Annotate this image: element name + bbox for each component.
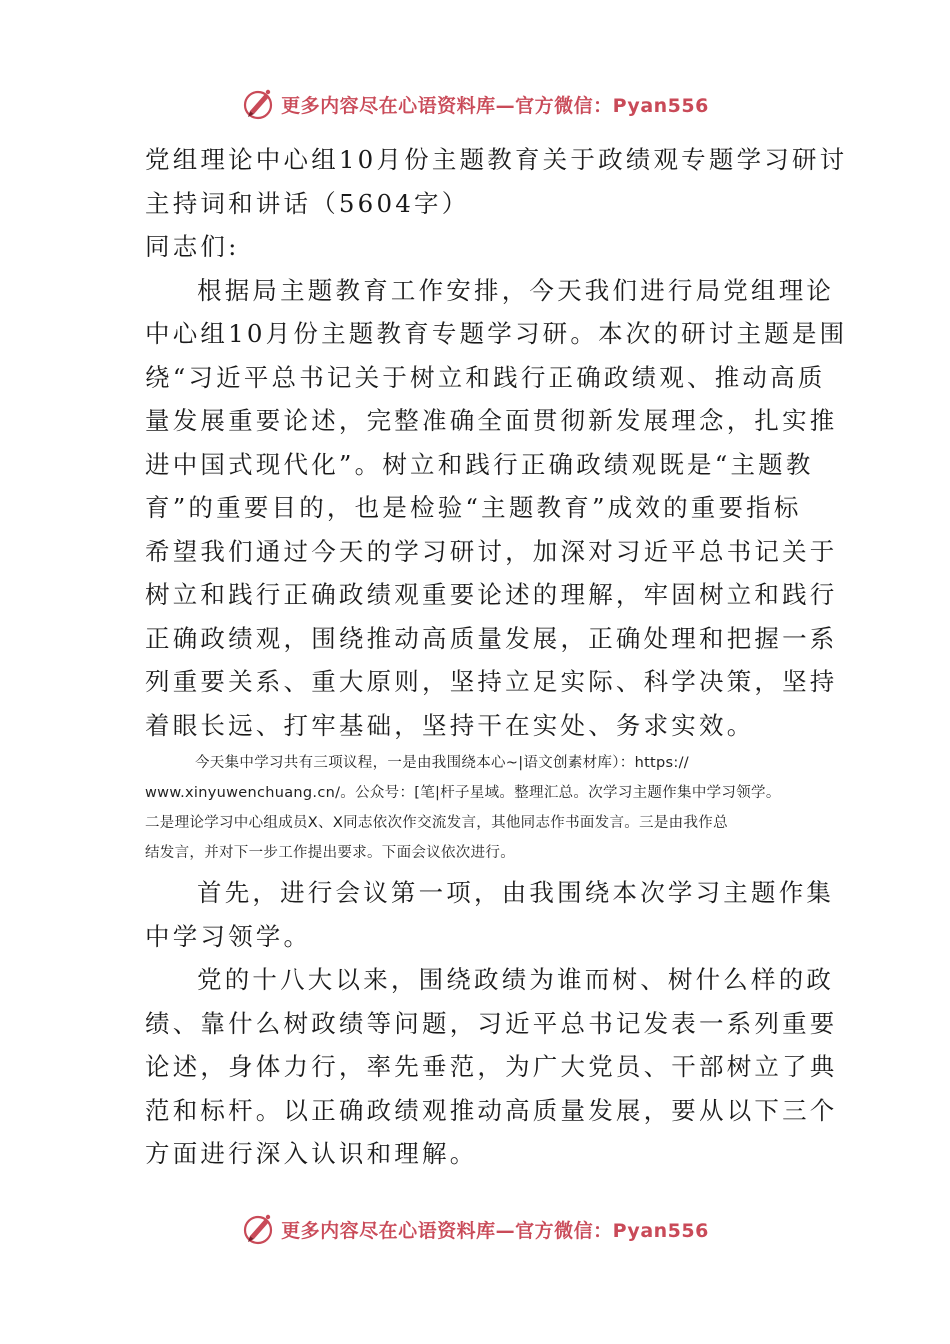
small-text-line: www.xinyuwenchuang.cn/。公众号：[笔|杆子星域。整理汇总。次学习主题作集中学习领学。 (145, 785, 781, 801)
paragraph-line: 中心组10月份主题教育专题学习研。本次的研讨主题是围 (145, 319, 848, 348)
paragraph-eighteenth-congress (145, 958, 838, 1176)
paragraph-line: 绩、靠什么树政绩等问题，习近平总书记发表一系列重要 (145, 1008, 838, 1038)
pen-circle-logo-icon (241, 86, 277, 122)
paragraph-line: 根据局主题教育工作安排，今天我们进行局党组理论 (197, 275, 835, 305)
pen-circle-logo-icon (241, 1211, 277, 1247)
paragraph-line: 论述，身体力行，率先垂范，为广大党员、干部树立了典 (145, 1052, 838, 1081)
paragraph-line: 绕“习近平总书记关于树立和践行正确政绩观、推动高质 (145, 362, 826, 392)
paragraph-line: 树立和践行正确政绩观重要论述的理解，牢固树立和践行 (145, 580, 838, 609)
paragraph-line: 党的十八大以来，围绕政绩为谁而树、树什么样的政 (197, 965, 835, 994)
header-banner (0, 84, 950, 124)
banner-text: 更多内容尽在心语资料库—官方微信：Pyan556 (281, 94, 709, 117)
small-text-line: 结发言，并对下一步工作提出要求。下面会议依次进行。 (145, 845, 515, 861)
paragraph-line: 列重要关系、重大原则，坚持立足实际、科学决策，坚持 (145, 667, 838, 696)
paragraph-line: 着眼长远、打牢基础，坚持干在实处、务求实效。 (145, 710, 755, 740)
paragraph-line: 方面进行深入认识和理解。 (145, 1139, 478, 1168)
paragraph-line: 范和标杆。以正确政绩观推动高质量发展，要从以下三个 (145, 1095, 838, 1125)
document-body (145, 138, 848, 1176)
paragraph-intro (145, 269, 848, 748)
paragraph-line: 正确政绩观，围绕推动高质量发展，正确处理和把握一系 (145, 623, 838, 653)
paragraph-line: 量发展重要论述，完整准确全面贯彻新发展理念，扎实推 (145, 406, 838, 435)
paragraph-line: 中学习领学。 (145, 921, 312, 951)
document-title-line: 党组理论中心组10月份主题教育关于政绩观专题学习研讨 (145, 145, 848, 174)
paragraph-first-item (145, 871, 835, 958)
paragraph-line: 育”的重要目的，也是检验“主题教育”成效的重要指标 (145, 493, 802, 522)
paragraph-line: 希望我们通过今天的学习研讨，加深对习近平总书记关于 (145, 536, 838, 566)
footer-banner (0, 1209, 950, 1249)
greeting: 同志们: (145, 232, 240, 261)
banner-text: 更多内容尽在心语资料库—官方微信：Pyan556 (281, 1219, 709, 1242)
small-text-line: 今天集中学习共有三项议程，一是由我围绕本心~|语文创素材库）：https:// (195, 755, 689, 771)
document-title-line: 主持词和讲话（5604字） (145, 188, 470, 218)
paragraph-line: 首先，进行会议第一项，由我围绕本次学习主题作集 (197, 878, 835, 907)
agenda-small-text (145, 748, 807, 868)
small-text-line: 二是理论学习中心组成员X、X同志依次作交流发言，其他同志作书面发言。三是由我作总 (145, 815, 728, 831)
paragraph-line: 进中国式现代化”。树立和践行正确政绩观既是“主题教 (145, 449, 814, 479)
